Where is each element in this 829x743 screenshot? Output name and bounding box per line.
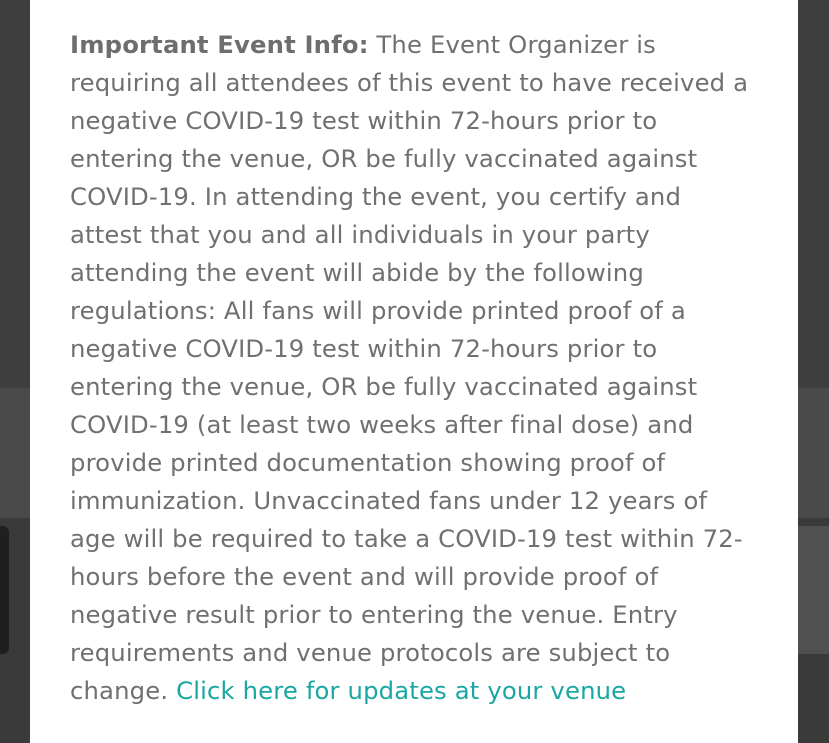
event-info-text bbox=[70, 26, 760, 710]
event-info-modal bbox=[30, 0, 798, 743]
venue-updates-link[interactable]: Click here for updates at your venue bbox=[176, 676, 627, 705]
background-card-edge bbox=[0, 526, 9, 654]
event-info-label: Important Event Info: bbox=[70, 30, 369, 59]
event-info-body: The Event Organizer is requiring all attendees of this event to have received a negative COVID-19 test within 72-hours prior to entering the venue, OR be fully vaccinated against COVID-19. In attending the event, you certify and attest that you and all individuals in your party attending the event will abide by the following regulations: All fans will provide printed proof of a negative COVID-19 test within 72-hours prior to entering the venue, OR be fully vaccinated against COVID-19 (at least two weeks after final dose) and provide printed documentation showing proof of immunization. Unvaccinated fans under 12 years of age will be required to take a COVID-19 test within 72-hours before the event and will provide proof of negative result prior to entering the venue. Entry requirements and venue protocols are subject to change. bbox=[70, 30, 749, 705]
background-right-panel bbox=[798, 526, 829, 654]
